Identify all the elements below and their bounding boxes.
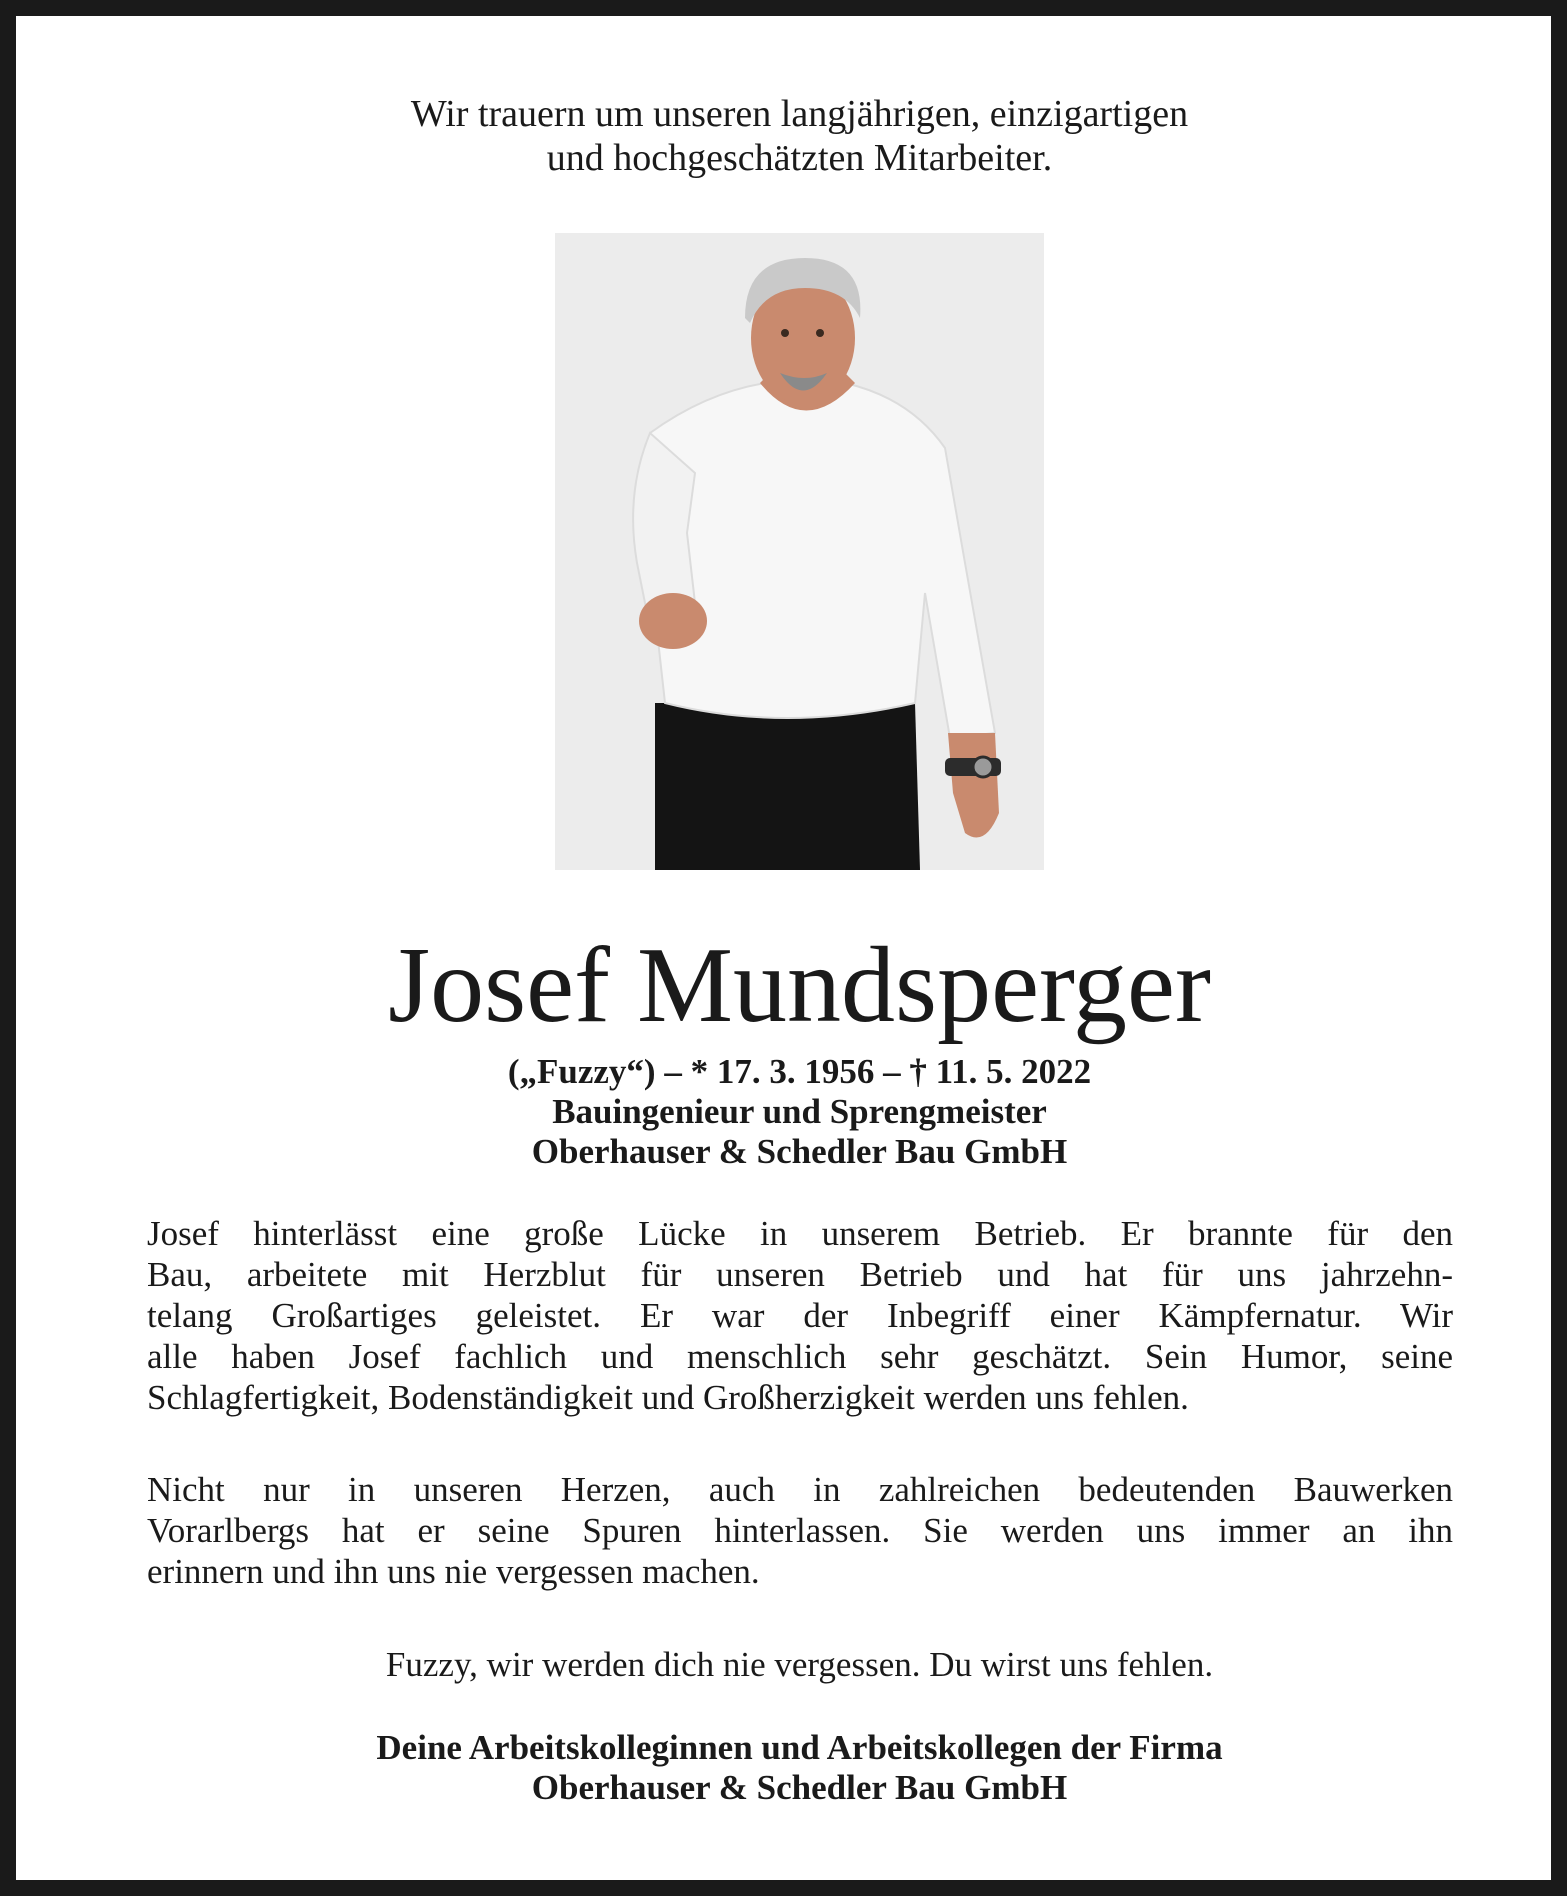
deceased-name: Josef Mundsperger	[388, 926, 1211, 1045]
paragraph-line: Nicht nur in unseren Herzen, auch in zahlreichen bedeutenden Bauwerken	[147, 1470, 1453, 1509]
closing-line: Fuzzy, wir werden dich nie vergessen. Du wirst uns fehlen.	[385, 1645, 1214, 1684]
tribute-paragraph-2	[147, 1469, 1453, 1592]
portrait-photo	[555, 233, 1044, 870]
paragraph-line: Schlagfertigkeit, Bodenständigkeit und Großherzigkeit werden uns fehlen.	[147, 1378, 1189, 1417]
intro-line: und hochgeschätzten Mitarbeiter.	[546, 137, 1053, 179]
signature-line: Deine Arbeitskolleginnen und Arbeitskollegen der Firma	[376, 1728, 1223, 1767]
profession: Bauingenieur und Sprengmeister	[552, 1092, 1047, 1131]
paragraph-line: Josef hinterlässt eine große Lücke in unserem Betrieb. Er brannte für den	[147, 1214, 1453, 1253]
paragraph-line: erinnern und ihn uns nie vergessen machen.	[147, 1552, 760, 1591]
paragraph-line: Bau, arbeitete mit Herzblut für unseren Betrieb und hat für uns jahrzehn-	[147, 1255, 1453, 1294]
intro-line: Wir trauern um unseren langjährigen, einzigartigen	[410, 93, 1189, 135]
tribute-paragraph-1	[147, 1213, 1453, 1418]
company-name: Oberhauser & Schedler Bau GmbH	[531, 1132, 1068, 1171]
signature-line: Oberhauser & Schedler Bau GmbH	[531, 1768, 1068, 1807]
portrait-photo-icon	[555, 233, 1044, 870]
life-dates: („Fuzzy“) – * 17. 3. 1956 – † 11. 5. 2022	[507, 1052, 1092, 1091]
deceased-details	[216, 1052, 1383, 1172]
paragraph-line: telang Großartiges geleistet. Er war der Inbegriff einer Kämpfernatur. Wir	[147, 1296, 1453, 1335]
intro-text	[216, 92, 1383, 180]
paragraph-line: Vorarlbergs hat er seine Spuren hinterlassen. Sie werden uns immer an ihn	[147, 1511, 1453, 1550]
signature-block	[166, 1728, 1433, 1808]
paragraph-line: alle haben Josef fachlich und menschlich sehr geschätzt. Sein Humor, seine	[147, 1337, 1453, 1376]
